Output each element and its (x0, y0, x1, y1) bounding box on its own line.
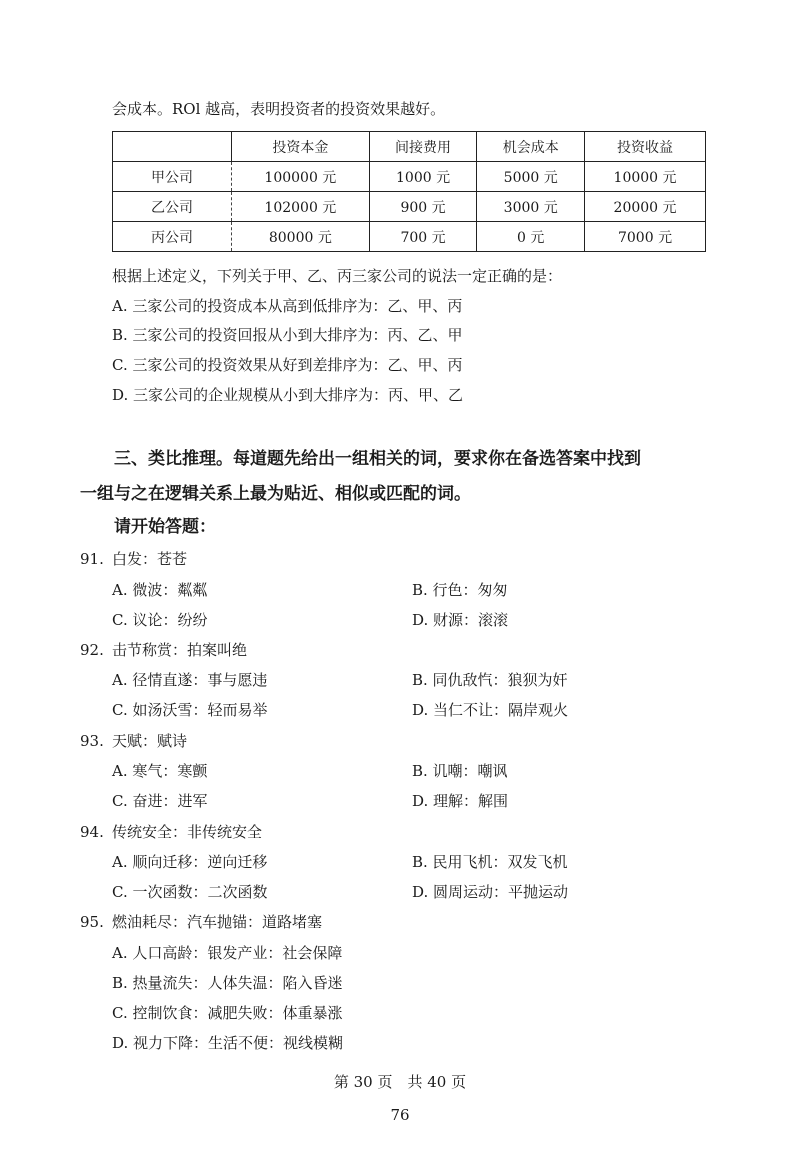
question-91-option-d: D. 财源：滚滚 (412, 611, 509, 629)
roi-table (112, 131, 706, 252)
section-heading-line-2: 一组与之在逻辑关系上最为贴近、相似或匹配的词。 (80, 484, 471, 504)
table-header-principal: 投资本金 (232, 132, 370, 162)
table-cell: 5000 元 (477, 162, 585, 192)
question-91-option-c: C. 议论：纷纷 (112, 611, 208, 629)
table-cell: 100000 元 (232, 162, 370, 192)
question-90-option-b: B. 三家公司的投资回报从小到大排序为：丙、乙、甲 (112, 326, 463, 344)
table-cell: 7000 元 (585, 222, 706, 252)
table-cell: 丙公司 (113, 222, 232, 252)
question-90-option-d: D. 三家公司的企业规模从小到大排序为：丙、甲、乙 (112, 386, 464, 404)
table-header-corner (113, 132, 232, 162)
question-93-option-c: C. 奋进：进军 (112, 792, 208, 810)
table-cell: 0 元 (477, 222, 585, 252)
question-95-number: 95. (80, 913, 104, 931)
table-row (113, 222, 706, 252)
question-93-option-d: D. 理解：解围 (412, 792, 509, 810)
question-94-number: 94. (80, 823, 104, 841)
question-94-option-b: B. 民用飞机：双发飞机 (412, 853, 568, 871)
question-94-stem: 传统安全：非传统安全 (112, 823, 263, 841)
section-start-label: 请开始答题： (114, 517, 216, 537)
table-header-row (113, 132, 706, 162)
question-91-option-b: B. 行色：匆匆 (412, 581, 508, 599)
question-93-option-a: A. 寒气：寒颤 (112, 762, 208, 780)
table-header-opportunity-cost: 机会成本 (477, 132, 585, 162)
table-cell: 乙公司 (113, 192, 232, 222)
table-header-return: 投资收益 (585, 132, 706, 162)
page-number: 76 (390, 1106, 410, 1124)
table-cell: 3000 元 (477, 192, 585, 222)
table-cell: 10000 元 (585, 162, 706, 192)
question-95-option-b: B. 热量流失：人体失温：陷入昏迷 (112, 974, 343, 992)
table-cell: 80000 元 (232, 222, 370, 252)
question-92-option-c: C. 如汤沃雪：轻而易举 (112, 701, 268, 719)
question-94-option-d: D. 圆周运动：平抛运动 (412, 883, 569, 901)
question-92-option-b: B. 同仇敌忾：狼狈为奸 (412, 671, 568, 689)
table-cell: 700 元 (369, 222, 477, 252)
question-95-option-a: A. 人口高龄：银发产业：社会保障 (112, 944, 343, 962)
question-95-stem: 燃油耗尽：汽车抛锚：道路堵塞 (112, 913, 323, 931)
table-header-indirect-cost: 间接费用 (369, 132, 477, 162)
table-row (113, 192, 706, 222)
question-90-stem: 根据上述定义，下列关于甲、乙、丙三家公司的说法一定正确的是： (112, 267, 563, 285)
question-91-number: 91. (80, 550, 104, 568)
question-90-option-a: A. 三家公司的投资成本从高到低排序为：乙、甲、丙 (112, 297, 463, 315)
question-92-stem: 击节称赏：拍案叫绝 (112, 641, 248, 659)
question-93-number: 93. (80, 732, 104, 750)
table-cell: 102000 元 (232, 192, 370, 222)
question-94-option-c: C. 一次函数：二次函数 (112, 883, 268, 901)
question-91-option-a: A. 微波：粼粼 (112, 581, 208, 599)
question-92-number: 92. (80, 641, 104, 659)
question-94-option-a: A. 顺向迁移：逆向迁移 (112, 853, 268, 871)
question-93-option-b: B. 讥嘲：嘲讽 (412, 762, 508, 780)
page-info: 第 30 页 共 40 页 (333, 1073, 467, 1091)
table-cell: 900 元 (369, 192, 477, 222)
table-cell: 甲公司 (113, 162, 232, 192)
question-93-stem: 天赋：赋诗 (112, 732, 188, 750)
question-95-option-c: C. 控制饮食：减肥失败：体重暴涨 (112, 1004, 343, 1022)
question-95-option-d: D. 视力下降：生活不便：视线模糊 (112, 1034, 344, 1052)
table-cell: 20000 元 (585, 192, 706, 222)
question-90-option-c: C. 三家公司的投资效果从好到差排序为：乙、甲、丙 (112, 356, 463, 374)
intro-line: 会成本。ROl 越高，表明投资者的投资效果越好。 (112, 100, 446, 118)
question-91-stem: 白发：苍苍 (112, 550, 188, 568)
question-92-option-a: A. 径情直遂：事与愿违 (112, 671, 268, 689)
table-cell: 1000 元 (369, 162, 477, 192)
question-92-option-d: D. 当仁不让：隔岸观火 (412, 701, 569, 719)
section-heading-line-1: 三、类比推理。每道题先给出一组相关的词，要求你在备选答案中找到 (114, 449, 641, 469)
table-row (113, 162, 706, 192)
